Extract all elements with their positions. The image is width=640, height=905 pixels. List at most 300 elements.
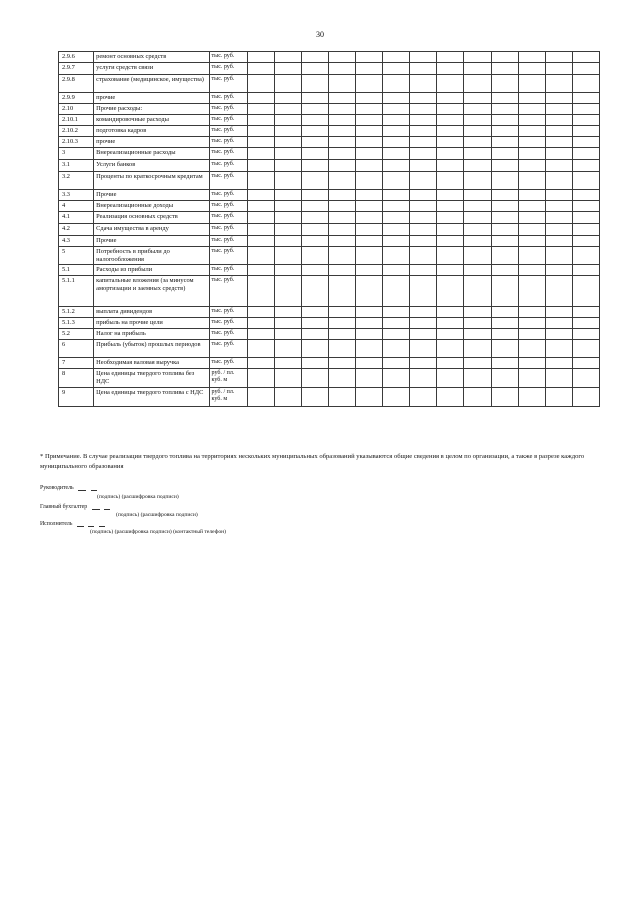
row-name: прибыль на прочие цели bbox=[94, 318, 209, 329]
value-cell bbox=[545, 52, 572, 63]
value-cell bbox=[545, 160, 572, 172]
row-code: 7 bbox=[59, 358, 94, 369]
value-cell bbox=[518, 224, 545, 236]
value-cell bbox=[491, 388, 518, 407]
row-code: 5.1.3 bbox=[59, 318, 94, 329]
value-cell bbox=[356, 63, 383, 75]
value-cell bbox=[247, 126, 274, 137]
value-cell bbox=[356, 115, 383, 126]
value-cell bbox=[491, 329, 518, 340]
value-cell bbox=[491, 63, 518, 75]
value-cell bbox=[410, 388, 437, 407]
row-name: Необходимая валовая выручка bbox=[94, 358, 209, 369]
value-cell bbox=[247, 190, 274, 201]
value-cell bbox=[572, 63, 599, 75]
row-code: 5.1.1 bbox=[59, 276, 94, 307]
value-cell bbox=[356, 137, 383, 148]
value-cell bbox=[572, 276, 599, 307]
value-cell bbox=[410, 318, 437, 329]
value-cell bbox=[491, 137, 518, 148]
value-cell bbox=[518, 340, 545, 358]
value-cell bbox=[491, 115, 518, 126]
executor-signature-line bbox=[40, 521, 105, 527]
table-row bbox=[59, 247, 600, 265]
value-cell bbox=[491, 340, 518, 358]
value-cell bbox=[545, 358, 572, 369]
value-cell bbox=[464, 329, 491, 340]
row-name: Внереализационные расходы bbox=[94, 148, 209, 160]
value-cell bbox=[545, 126, 572, 137]
row-code: 5.1 bbox=[59, 265, 94, 276]
value-cell bbox=[247, 93, 274, 104]
value-cell bbox=[383, 137, 410, 148]
value-cell bbox=[410, 265, 437, 276]
accountant-caption: (подпись) (расшифровка подписи) bbox=[116, 512, 198, 518]
row-name: Прочие bbox=[94, 190, 209, 201]
value-cell bbox=[545, 190, 572, 201]
value-cell bbox=[464, 307, 491, 318]
value-cell bbox=[247, 329, 274, 340]
value-cell bbox=[301, 201, 328, 212]
table-row bbox=[59, 93, 600, 104]
value-cell bbox=[572, 172, 599, 190]
value-cell bbox=[464, 247, 491, 265]
value-cell bbox=[464, 172, 491, 190]
value-cell bbox=[545, 63, 572, 75]
value-cell bbox=[572, 212, 599, 224]
row-code: 2.10.1 bbox=[59, 115, 94, 126]
row-unit: тыс. руб. bbox=[209, 224, 247, 236]
value-cell bbox=[410, 224, 437, 236]
value-cell bbox=[301, 329, 328, 340]
row-name: Услуги банков bbox=[94, 160, 209, 172]
value-cell bbox=[383, 276, 410, 307]
value-cell bbox=[383, 201, 410, 212]
value-cell bbox=[518, 126, 545, 137]
row-unit: тыс. руб. bbox=[209, 318, 247, 329]
row-unit: тыс. руб. bbox=[209, 265, 247, 276]
value-cell bbox=[247, 276, 274, 307]
value-cell bbox=[328, 224, 355, 236]
value-cell bbox=[410, 75, 437, 93]
value-cell bbox=[545, 75, 572, 93]
value-cell bbox=[356, 126, 383, 137]
row-code: 2.10.3 bbox=[59, 137, 94, 148]
value-cell bbox=[572, 137, 599, 148]
value-cell bbox=[572, 93, 599, 104]
row-unit: тыс. руб. bbox=[209, 212, 247, 224]
value-cell bbox=[518, 172, 545, 190]
value-cell bbox=[247, 75, 274, 93]
value-cell bbox=[328, 75, 355, 93]
value-cell bbox=[410, 172, 437, 190]
table-row bbox=[59, 329, 600, 340]
row-name: прочие bbox=[94, 93, 209, 104]
value-cell bbox=[301, 340, 328, 358]
value-cell bbox=[518, 276, 545, 307]
value-cell bbox=[545, 265, 572, 276]
value-cell bbox=[356, 190, 383, 201]
accountant-signature-blank bbox=[92, 504, 100, 510]
value-cell bbox=[410, 307, 437, 318]
value-cell bbox=[356, 329, 383, 340]
row-code: 5.1.2 bbox=[59, 307, 94, 318]
value-cell bbox=[437, 276, 464, 307]
row-code: 2.9.8 bbox=[59, 75, 94, 93]
value-cell bbox=[518, 190, 545, 201]
value-cell bbox=[545, 115, 572, 126]
row-name: подготовка кадров bbox=[94, 126, 209, 137]
table-row bbox=[59, 126, 600, 137]
value-cell bbox=[518, 75, 545, 93]
value-cell bbox=[437, 63, 464, 75]
row-name: Внереализационные доходы bbox=[94, 201, 209, 212]
value-cell bbox=[274, 75, 301, 93]
table-row bbox=[59, 52, 600, 63]
row-unit: тыс. руб. bbox=[209, 236, 247, 247]
table-row bbox=[59, 115, 600, 126]
value-cell bbox=[274, 201, 301, 212]
value-cell bbox=[356, 369, 383, 388]
value-cell bbox=[301, 318, 328, 329]
row-name: командировочные расходы bbox=[94, 115, 209, 126]
value-cell bbox=[491, 358, 518, 369]
value-cell bbox=[437, 160, 464, 172]
value-cell bbox=[274, 190, 301, 201]
value-cell bbox=[301, 236, 328, 247]
row-code: 3 bbox=[59, 148, 94, 160]
table-row bbox=[59, 318, 600, 329]
accountant-name-blank bbox=[104, 504, 110, 510]
value-cell bbox=[301, 160, 328, 172]
value-cell bbox=[328, 318, 355, 329]
value-cell bbox=[464, 137, 491, 148]
value-cell bbox=[410, 93, 437, 104]
value-cell bbox=[437, 318, 464, 329]
value-cell bbox=[274, 104, 301, 115]
value-cell bbox=[301, 63, 328, 75]
value-cell bbox=[410, 148, 437, 160]
value-cell bbox=[383, 63, 410, 75]
value-cell bbox=[247, 236, 274, 247]
table-row bbox=[59, 369, 600, 388]
value-cell bbox=[545, 104, 572, 115]
value-cell bbox=[274, 318, 301, 329]
table-row bbox=[59, 340, 600, 358]
value-cell bbox=[518, 115, 545, 126]
value-cell bbox=[301, 104, 328, 115]
row-unit: тыс. руб. bbox=[209, 148, 247, 160]
value-cell bbox=[572, 224, 599, 236]
value-cell bbox=[410, 63, 437, 75]
value-cell bbox=[356, 172, 383, 190]
executor-phone-blank bbox=[99, 521, 105, 527]
value-cell bbox=[301, 190, 328, 201]
table-row bbox=[59, 307, 600, 318]
value-cell bbox=[491, 224, 518, 236]
value-cell bbox=[274, 52, 301, 63]
value-cell bbox=[301, 137, 328, 148]
value-cell bbox=[572, 104, 599, 115]
table-row bbox=[59, 224, 600, 236]
row-name: капитальные вложения (за минусом амортизации и заемных средств) bbox=[94, 276, 209, 307]
value-cell bbox=[572, 115, 599, 126]
executor-label: Исполнитель bbox=[40, 521, 73, 527]
value-cell bbox=[274, 115, 301, 126]
value-cell bbox=[464, 236, 491, 247]
value-cell bbox=[356, 388, 383, 407]
row-code: 9 bbox=[59, 388, 94, 407]
value-cell bbox=[491, 52, 518, 63]
value-cell bbox=[572, 148, 599, 160]
value-cell bbox=[518, 329, 545, 340]
value-cell bbox=[464, 160, 491, 172]
value-cell bbox=[437, 126, 464, 137]
row-code: 4.2 bbox=[59, 224, 94, 236]
head-label: Руководитель bbox=[40, 485, 74, 491]
row-unit: тыс. руб. bbox=[209, 201, 247, 212]
head-signature-blank bbox=[78, 485, 86, 491]
value-cell bbox=[410, 137, 437, 148]
value-cell bbox=[274, 160, 301, 172]
value-cell bbox=[545, 307, 572, 318]
value-cell bbox=[383, 224, 410, 236]
value-cell bbox=[274, 247, 301, 265]
table-row bbox=[59, 104, 600, 115]
value-cell bbox=[247, 307, 274, 318]
value-cell bbox=[356, 276, 383, 307]
row-code: 3.3 bbox=[59, 190, 94, 201]
value-cell bbox=[328, 148, 355, 160]
value-cell bbox=[356, 52, 383, 63]
row-code: 6 bbox=[59, 340, 94, 358]
value-cell bbox=[383, 236, 410, 247]
table-row bbox=[59, 137, 600, 148]
value-cell bbox=[247, 358, 274, 369]
value-cell bbox=[328, 52, 355, 63]
value-cell bbox=[437, 224, 464, 236]
value-cell bbox=[437, 104, 464, 115]
value-cell bbox=[301, 75, 328, 93]
value-cell bbox=[383, 388, 410, 407]
value-cell bbox=[328, 388, 355, 407]
row-unit: тыс. руб. bbox=[209, 160, 247, 172]
value-cell bbox=[356, 247, 383, 265]
value-cell bbox=[383, 93, 410, 104]
table-row bbox=[59, 190, 600, 201]
value-cell bbox=[464, 52, 491, 63]
value-cell bbox=[464, 369, 491, 388]
row-name: Прочие расходы: bbox=[94, 104, 209, 115]
value-cell bbox=[437, 137, 464, 148]
value-cell bbox=[356, 236, 383, 247]
value-cell bbox=[410, 340, 437, 358]
value-cell bbox=[301, 126, 328, 137]
value-cell bbox=[410, 247, 437, 265]
value-cell bbox=[545, 137, 572, 148]
row-unit: тыс. руб. bbox=[209, 358, 247, 369]
accountant-label: Главный бухгалтер bbox=[40, 504, 88, 510]
value-cell bbox=[247, 137, 274, 148]
value-cell bbox=[518, 201, 545, 212]
value-cell bbox=[437, 329, 464, 340]
value-cell bbox=[572, 369, 599, 388]
value-cell bbox=[274, 388, 301, 407]
executor-caption: (подпись) (расшифровка подписи) (контактный телефон) bbox=[90, 529, 226, 535]
value-cell bbox=[356, 307, 383, 318]
value-cell bbox=[545, 276, 572, 307]
value-cell bbox=[572, 75, 599, 93]
row-name: прочие bbox=[94, 137, 209, 148]
value-cell bbox=[356, 104, 383, 115]
value-cell bbox=[545, 318, 572, 329]
value-cell bbox=[383, 172, 410, 190]
row-name: Цена единицы твердого топлива с НДС bbox=[94, 388, 209, 407]
row-code: 4.1 bbox=[59, 212, 94, 224]
executor-signature-blank bbox=[77, 521, 84, 527]
value-cell bbox=[437, 212, 464, 224]
value-cell bbox=[247, 265, 274, 276]
row-unit: тыс. руб. bbox=[209, 276, 247, 307]
value-cell bbox=[383, 104, 410, 115]
value-cell bbox=[383, 358, 410, 369]
value-cell bbox=[356, 358, 383, 369]
value-cell bbox=[518, 160, 545, 172]
value-cell bbox=[301, 212, 328, 224]
value-cell bbox=[383, 340, 410, 358]
value-cell bbox=[383, 329, 410, 340]
value-cell bbox=[301, 224, 328, 236]
value-cell bbox=[410, 52, 437, 63]
value-cell bbox=[545, 329, 572, 340]
row-code: 3.2 bbox=[59, 172, 94, 190]
value-cell bbox=[572, 247, 599, 265]
value-cell bbox=[518, 52, 545, 63]
value-cell bbox=[328, 307, 355, 318]
row-unit: тыс. руб. bbox=[209, 190, 247, 201]
value-cell bbox=[247, 172, 274, 190]
value-cell bbox=[518, 63, 545, 75]
value-cell bbox=[247, 52, 274, 63]
value-cell bbox=[464, 63, 491, 75]
value-cell bbox=[247, 201, 274, 212]
value-cell bbox=[328, 212, 355, 224]
value-cell bbox=[383, 126, 410, 137]
value-cell bbox=[518, 247, 545, 265]
value-cell bbox=[491, 201, 518, 212]
value-cell bbox=[491, 190, 518, 201]
value-cell bbox=[274, 63, 301, 75]
value-cell bbox=[274, 265, 301, 276]
value-cell bbox=[301, 369, 328, 388]
value-cell bbox=[328, 172, 355, 190]
row-unit: тыс. руб. bbox=[209, 115, 247, 126]
value-cell bbox=[410, 236, 437, 247]
row-name: Прочие bbox=[94, 236, 209, 247]
value-cell bbox=[491, 307, 518, 318]
value-cell bbox=[328, 358, 355, 369]
value-cell bbox=[572, 126, 599, 137]
value-cell bbox=[464, 276, 491, 307]
value-cell bbox=[518, 358, 545, 369]
page-number: 30 bbox=[316, 30, 324, 39]
value-cell bbox=[437, 340, 464, 358]
value-cell bbox=[518, 104, 545, 115]
value-cell bbox=[247, 212, 274, 224]
value-cell bbox=[328, 104, 355, 115]
value-cell bbox=[383, 75, 410, 93]
row-name: услуги средств связи bbox=[94, 63, 209, 75]
value-cell bbox=[356, 318, 383, 329]
value-cell bbox=[301, 148, 328, 160]
value-cell bbox=[410, 212, 437, 224]
row-code: 5.2 bbox=[59, 329, 94, 340]
value-cell bbox=[437, 75, 464, 93]
row-unit: тыс. руб. bbox=[209, 63, 247, 75]
row-name: Проценты по краткосрочным кредитам bbox=[94, 172, 209, 190]
value-cell bbox=[464, 201, 491, 212]
value-cell bbox=[410, 160, 437, 172]
table-row bbox=[59, 75, 600, 93]
row-code: 2.9.9 bbox=[59, 93, 94, 104]
value-cell bbox=[518, 265, 545, 276]
value-cell bbox=[545, 247, 572, 265]
row-name: выплата дивидендов bbox=[94, 307, 209, 318]
value-cell bbox=[356, 212, 383, 224]
value-cell bbox=[437, 52, 464, 63]
value-cell bbox=[301, 265, 328, 276]
value-cell bbox=[328, 265, 355, 276]
row-name: Реализация основных средств bbox=[94, 212, 209, 224]
row-name: ремонт основных средств bbox=[94, 52, 209, 63]
value-cell bbox=[247, 148, 274, 160]
value-cell bbox=[464, 115, 491, 126]
value-cell bbox=[247, 160, 274, 172]
value-cell bbox=[518, 307, 545, 318]
value-cell bbox=[545, 148, 572, 160]
value-cell bbox=[491, 318, 518, 329]
head-caption: (подпись) (расшифровка подписи) bbox=[97, 494, 179, 500]
value-cell bbox=[491, 247, 518, 265]
value-cell bbox=[274, 212, 301, 224]
row-name: Налог на прибыль bbox=[94, 329, 209, 340]
row-code: 8 bbox=[59, 369, 94, 388]
value-cell bbox=[464, 212, 491, 224]
value-cell bbox=[356, 201, 383, 212]
value-cell bbox=[491, 172, 518, 190]
value-cell bbox=[328, 329, 355, 340]
row-unit: тыс. руб. bbox=[209, 329, 247, 340]
value-cell bbox=[572, 265, 599, 276]
value-cell bbox=[328, 93, 355, 104]
value-cell bbox=[464, 126, 491, 137]
value-cell bbox=[383, 148, 410, 160]
value-cell bbox=[383, 265, 410, 276]
value-cell bbox=[247, 63, 274, 75]
value-cell bbox=[491, 160, 518, 172]
accountant-signature-line bbox=[40, 504, 110, 510]
value-cell bbox=[518, 212, 545, 224]
value-cell bbox=[572, 236, 599, 247]
value-cell bbox=[437, 265, 464, 276]
value-cell bbox=[491, 104, 518, 115]
value-cell bbox=[437, 236, 464, 247]
value-cell bbox=[464, 104, 491, 115]
value-cell bbox=[356, 160, 383, 172]
value-cell bbox=[356, 75, 383, 93]
value-cell bbox=[410, 104, 437, 115]
value-cell bbox=[356, 265, 383, 276]
